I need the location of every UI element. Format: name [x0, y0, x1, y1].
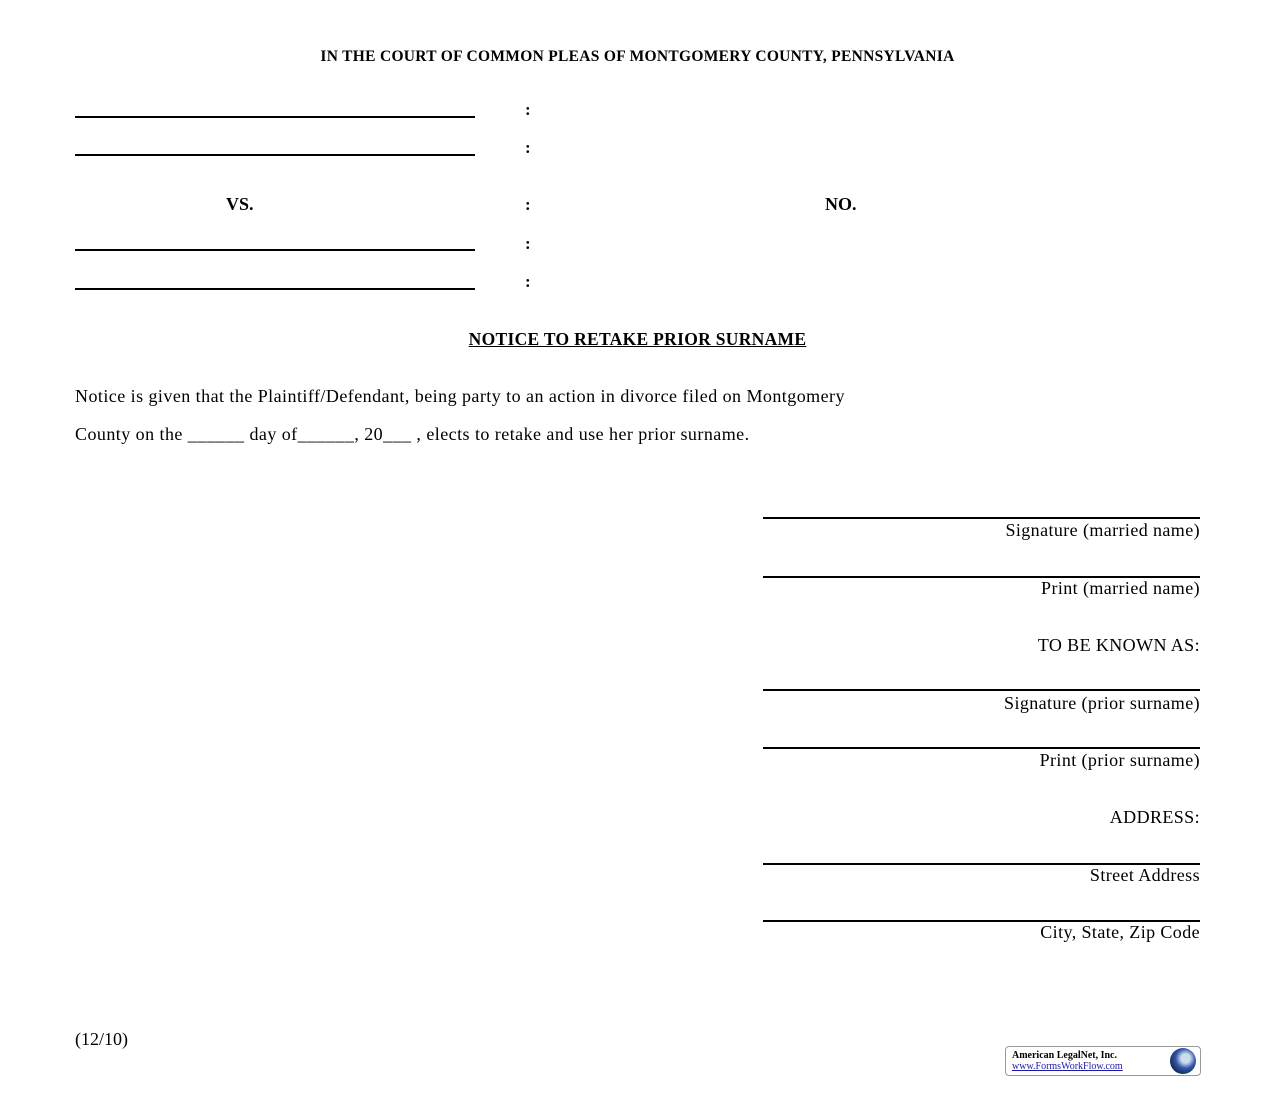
signature-prior-line[interactable] — [763, 689, 1200, 691]
case-number-label: NO. — [825, 194, 857, 214]
vs-label: VS. — [226, 194, 254, 214]
logo-url-link[interactable]: www.FormsWorkFlow.com — [1012, 1061, 1123, 1072]
defendant-line-2[interactable] — [75, 288, 475, 290]
to-be-known-label: TO BE KNOWN AS: — [1037, 635, 1200, 655]
caption-colon: : — [525, 272, 531, 291]
caption-colon: : — [525, 138, 531, 157]
signature-married-label: Signature (married name) — [1005, 520, 1200, 540]
american-legalnet-logo[interactable] — [1005, 1046, 1201, 1076]
print-prior-line[interactable] — [763, 747, 1200, 749]
court-header: IN THE COURT OF COMMON PLEAS OF MONTGOMERY COUNTY, PENNSYLVANIA — [320, 48, 955, 65]
document-title: NOTICE TO RETAKE PRIOR SURNAME — [468, 329, 807, 349]
notice-text-line-2: County on the ______ day of______, 20___ , elects to retake and use her prior surname. — [75, 424, 750, 444]
logo-company-name: American LegalNet, Inc. — [1012, 1050, 1117, 1061]
revision-date: (12/10) — [75, 1029, 128, 1049]
print-married-label: Print (married name) — [1041, 578, 1200, 598]
caption-colon: : — [525, 195, 531, 214]
plaintiff-line-2[interactable] — [75, 154, 475, 156]
defendant-line-1[interactable] — [75, 249, 475, 251]
signature-married-line[interactable] — [763, 517, 1200, 519]
plaintiff-line-1[interactable] — [75, 116, 475, 118]
city-state-zip-label: City, State, Zip Code — [1040, 922, 1200, 942]
signature-prior-label: Signature (prior surname) — [1004, 693, 1200, 713]
address-label: ADDRESS: — [1109, 807, 1200, 827]
notice-text-line-1: Notice is given that the Plaintiff/Defendant, being party to an action in divorce filed on Montgomery — [75, 386, 845, 406]
street-address-label: Street Address — [1089, 865, 1200, 885]
caption-colon: : — [525, 100, 531, 119]
print-prior-label: Print (prior surname) — [1039, 750, 1200, 770]
globe-icon — [1170, 1048, 1196, 1074]
caption-colon: : — [525, 234, 531, 253]
